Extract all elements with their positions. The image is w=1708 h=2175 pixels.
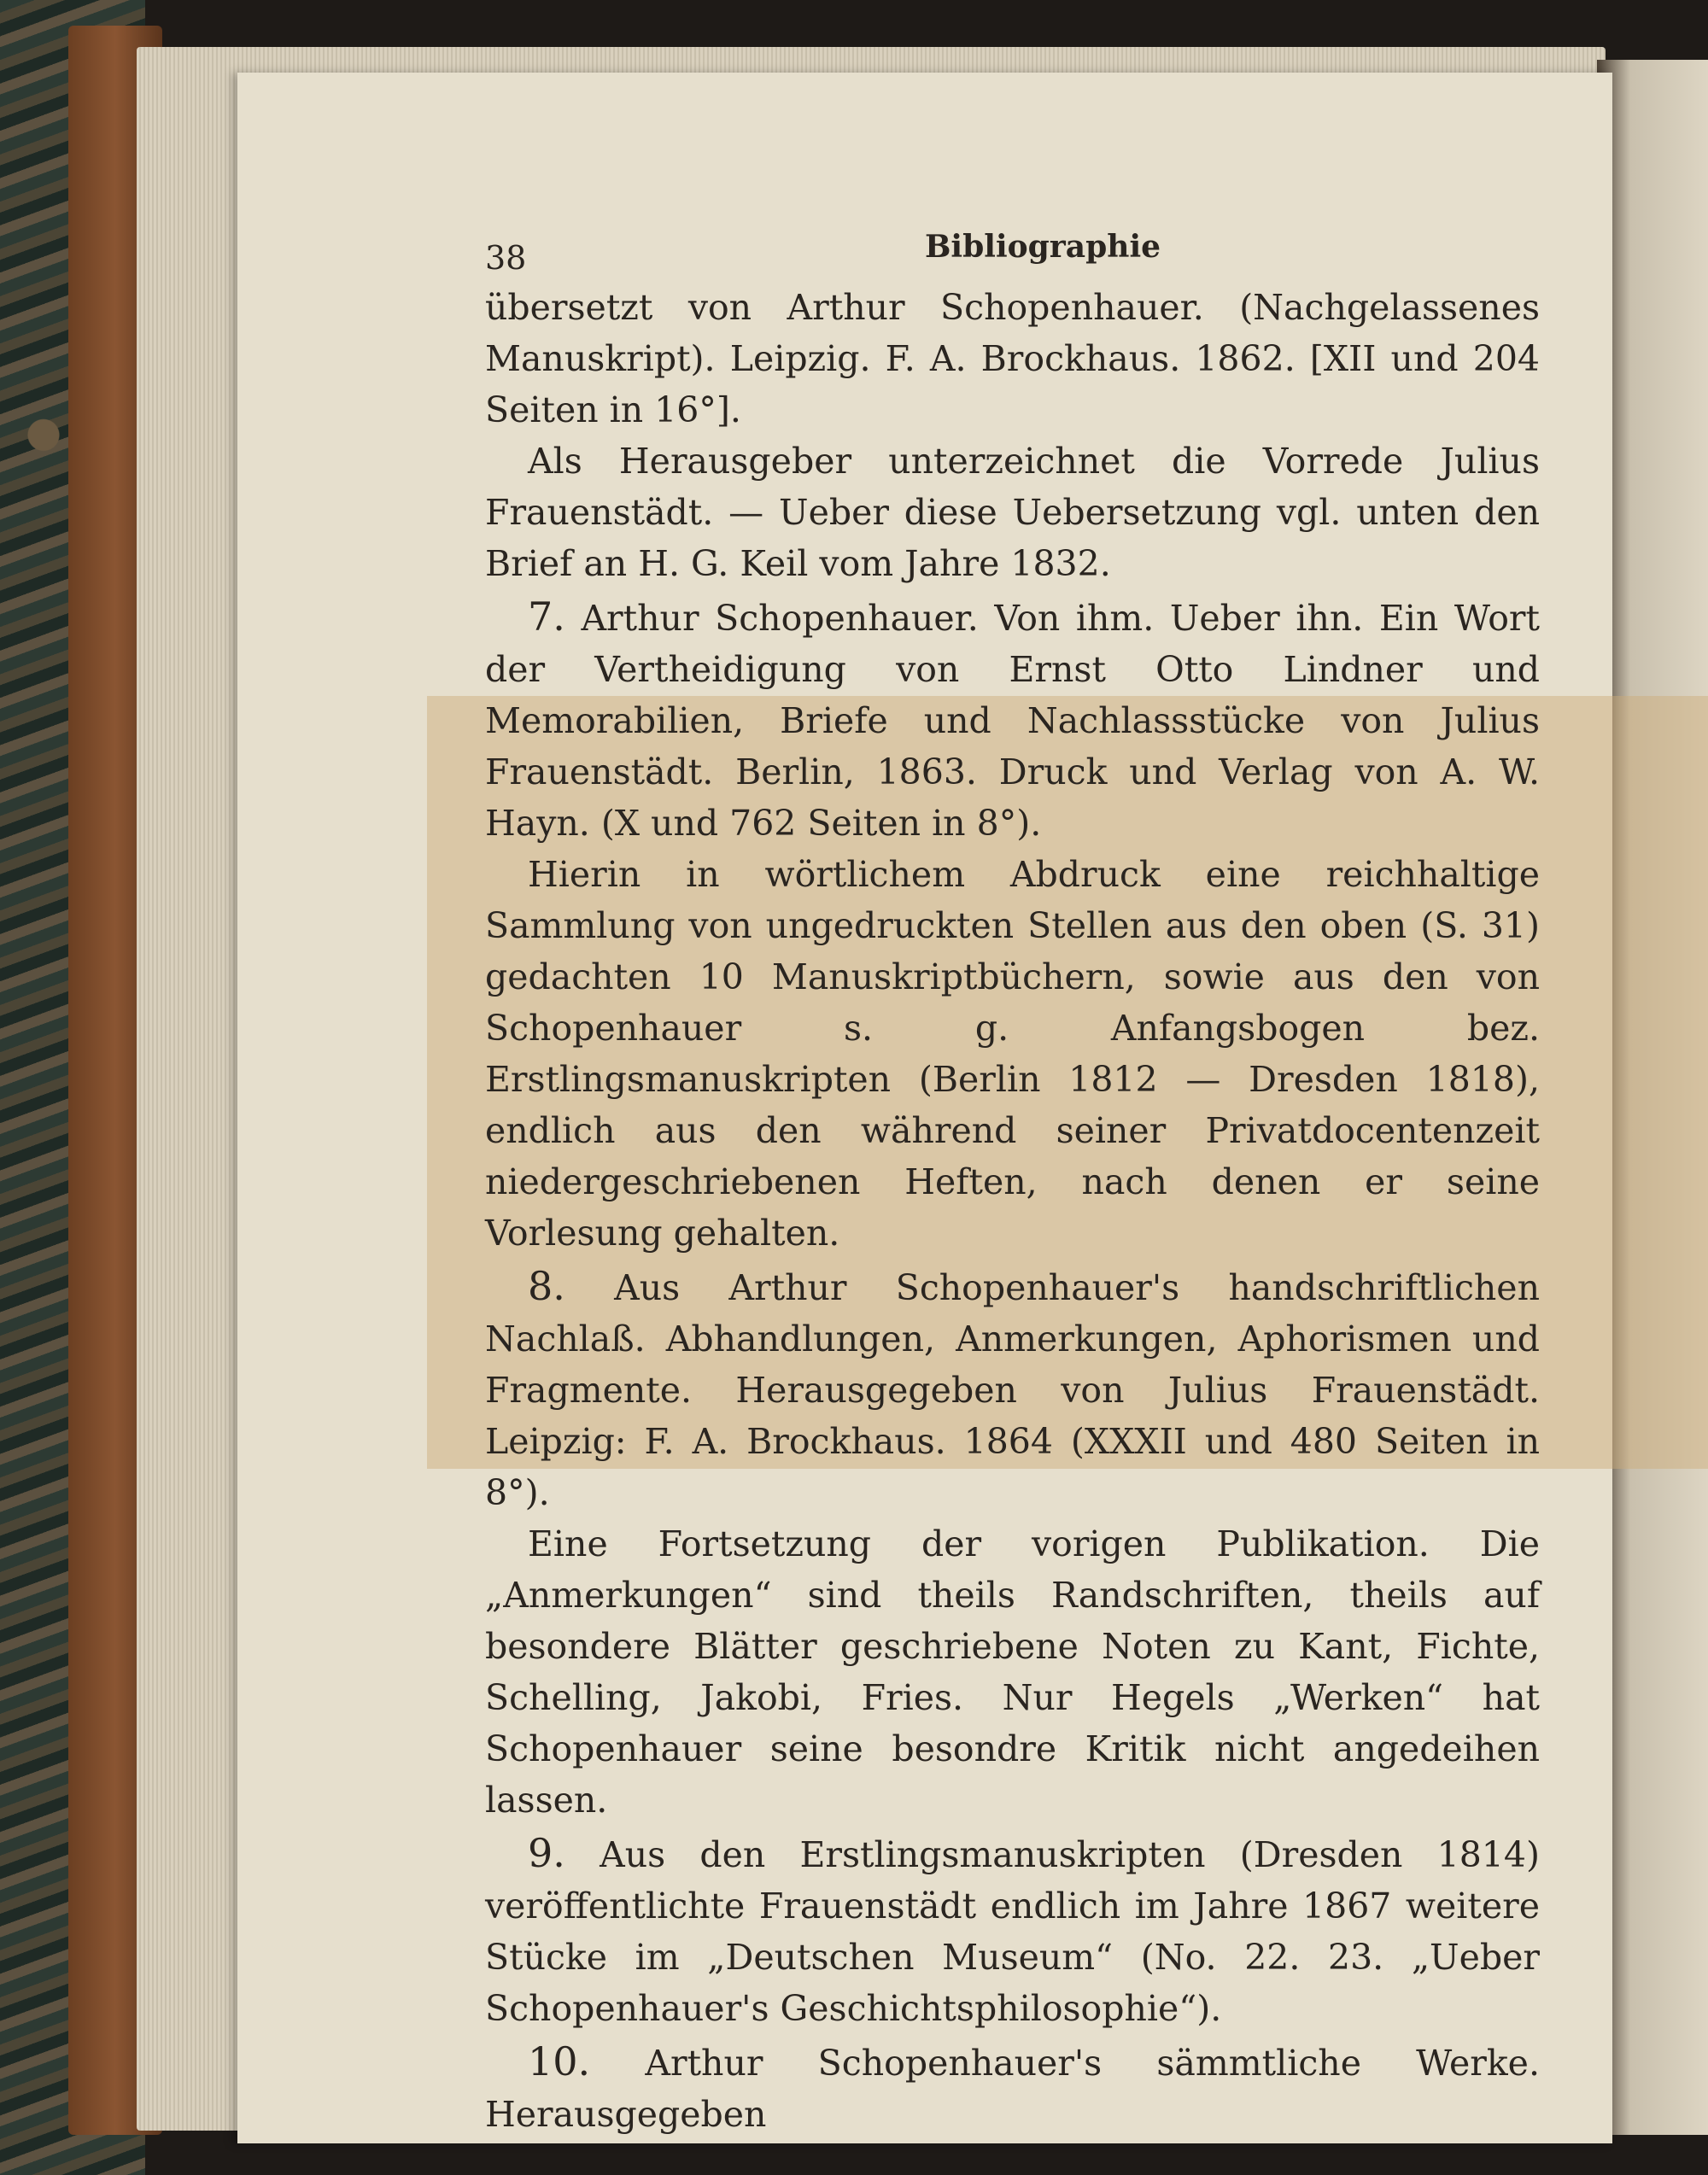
paragraph-continuation: übersetzt von Arthur Schopenhauer. (Nachgelassenes Manuskript). Leipzig. F. A. Brockhaus. 1862. [XII und 204 Seiten in 16°]. — [485, 287, 1540, 430]
page-number: 38 — [485, 239, 527, 277]
paragraph-note-7: Hierin in wörtlichem Abdruck eine reichhaltige Sammlung von ungedruckten Stellen aus den oben (S. 31) gedachten 10 Manuskriptbüchern, sowie aus den von Schopenhauer s. g. Anfangsbogen bez. Erstlingsmanuskripten (Berlin 1812 — Dresden 1818), endlich aus den während seiner Privatdocentenzeit niedergeschriebenen Heften, nach denen er seine Vorlesung gehalten. — [485, 854, 1540, 1254]
entry-9 — [485, 1827, 1540, 2034]
running-title: Bibliographie — [925, 229, 1161, 265]
entry-8 — [485, 1260, 1540, 1518]
paragraph-note-8: Eine Fortsetzung der vorigen Publikation. Die „Anmerkungen“ sind theils Randschriften, theils auf besondere Blätter geschriebene Noten zu Kant, Fichte, Schelling, Jakobi, Fries. Nur Hegels „Werken“ hat Schopenhauer seine besondre Kritik nicht angedeihen lassen. — [485, 1523, 1540, 1821]
entry-10-text: Arthur Schopenhauer's sämmtliche Werke. Herausgegeben — [485, 2043, 1540, 2135]
paragraph-note-6: Als Herausgeber unterzeichnet die Vorrede Julius Frauenstädt. — Ueber diese Uebersetzung vgl. unten den Brief an H. G. Keil vom Jahre 1832. — [485, 441, 1540, 584]
page-content — [485, 213, 1540, 2140]
entry-number-10: 10. — [528, 2038, 591, 2084]
entry-number-9: 9. — [528, 1830, 565, 1876]
entry-9-text: Aus den Erstlingsmanuskripten (Dresden 1814) veröffentlichte Frauenstädt endlich im Jahre 1867 weitere Stücke im „Deutschen Museum“ (No. 22. 23. „Ueber Schopenhauer's Geschichtsphilosophie“). — [485, 1834, 1540, 2029]
entry-number-7: 7. — [528, 593, 565, 640]
entry-number-8: 8. — [528, 1263, 565, 1309]
entry-10 — [485, 2036, 1540, 2140]
entry-7 — [485, 591, 1540, 849]
page-header — [485, 213, 1540, 282]
entry-8-text: Aus Arthur Schopenhauer's handschriftlichen Nachlaß. Abhandlungen, Anmerkungen, Aphorismen und Fragmente. Herausgegeben von Julius Frauenstädt. Leipzig: F. A. Brockhaus. 1864 (XXXII und 480 Seiten in 8°). — [485, 1267, 1540, 1513]
entry-7-text: Arthur Schopenhauer. Von ihm. Ueber ihn. Ein Wort der Vertheidigung von Ernst Otto Lindner und Memorabilien, Briefe und Nachlassstücke von Julius Frauenstädt. Berlin, 1863. Druck und Verlag von A. W. Hayn. (X und 762 Seiten in 8°). — [485, 598, 1540, 844]
